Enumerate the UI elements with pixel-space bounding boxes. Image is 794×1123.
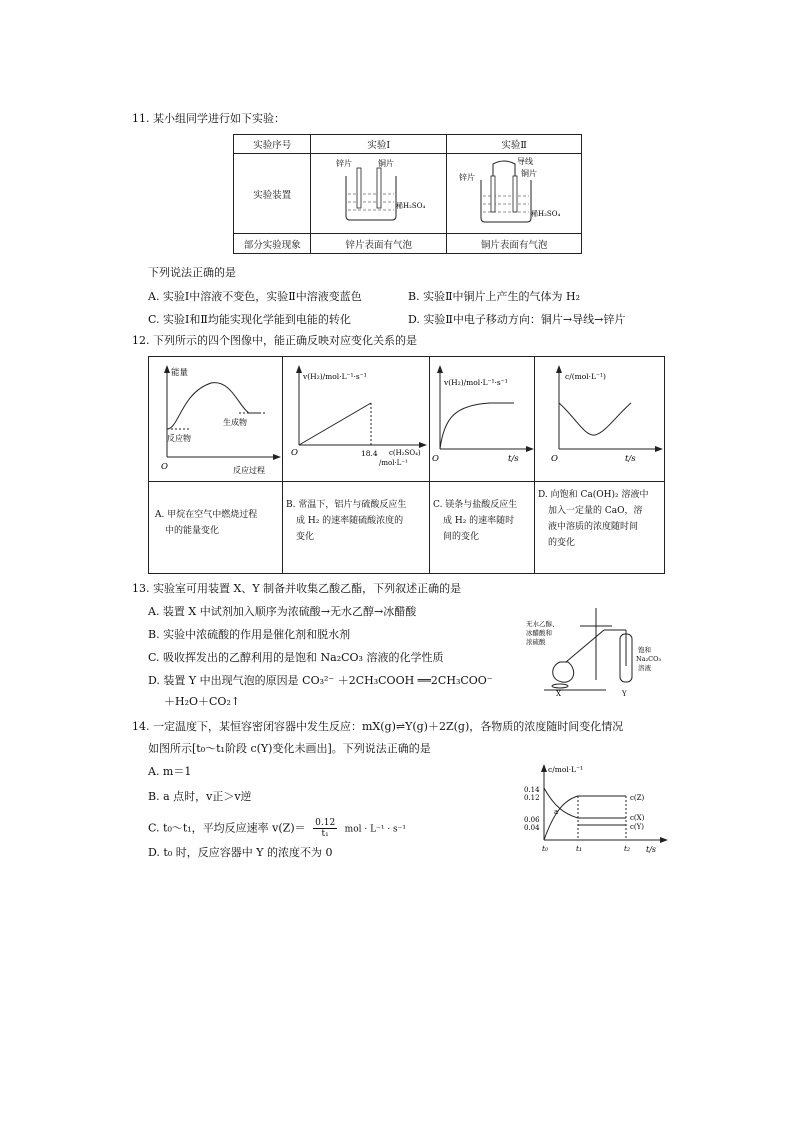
q11-stem: 11. 某小组同学进行如下实验：: [132, 112, 285, 125]
c-frac-num: 0.12: [315, 818, 336, 828]
y-label-1: 饱和: [638, 646, 651, 654]
tick-t1: t₁: [576, 844, 583, 853]
cu-label-1: 铜片: [377, 159, 394, 168]
g4-origin: O: [551, 454, 558, 464]
q11-apparatus-2: [447, 154, 582, 234]
g2-ylab: v(H₂)/mol·L⁻¹·s⁻¹: [303, 372, 367, 381]
beaker-1-drawing: [314, 156, 444, 228]
zn-label-2: 锌片: [459, 173, 476, 182]
g2-origin: O: [291, 448, 298, 458]
label-cx: c(X): [630, 814, 645, 822]
tick-006: 0.06: [524, 816, 540, 824]
tick-014: 0.14: [524, 786, 540, 794]
cu-label-2: 铜片: [521, 169, 538, 178]
tick-t2: t₂: [624, 844, 631, 853]
q11-p2: 铜片表面有气泡: [447, 234, 582, 254]
tick-t0: t₀: [542, 844, 549, 853]
q12-graph-3: [430, 357, 534, 481]
g1-origin: O: [161, 462, 168, 472]
g3-xlab: t/s: [508, 454, 519, 464]
q13-option-c: C. 吸收挥发出的乙醇利用的是饱和 Na₂CO₃ 溶液的化学性质: [148, 651, 444, 664]
g2-tick: 18.4: [361, 449, 378, 458]
q12-option-c: C. 镁条与盐酸反应生 成 H₂ 的速率随时 间的变化: [433, 500, 518, 542]
g1-product: 生成物: [223, 418, 247, 427]
x-label-2: 冰醋酸和: [526, 629, 552, 637]
x-label-3: 浓硫酸: [526, 638, 546, 646]
q12-graph-4: [535, 357, 663, 481]
q11-option-c: C. 实验Ⅰ和Ⅱ均能实现化学能到电能的转化: [148, 313, 351, 326]
q11-r1: 实验装置: [234, 154, 311, 234]
q11-apparatus-1: [311, 154, 447, 234]
q13-option-a: A. 装置 X 中试剂加入顺序为浓硫酸→无水乙醇→冰醋酸: [148, 605, 417, 618]
q12-option-d: D. 向饱和 Ca(OH)₂ 溶液中 加入一定量的 CaO，溶 液中溶质的浓度随时间 的变化: [538, 490, 649, 548]
q11-table: [233, 134, 582, 254]
g4-ylab: c/(mol·L⁻¹): [565, 372, 606, 381]
q14-graph: [514, 760, 672, 856]
label-cy: c(Y): [630, 823, 645, 831]
g3-ylab: v(H₂)/mol·L⁻¹·s⁻¹: [444, 378, 508, 387]
q14-stem-line1: 14. 一定温度下，某恒容密闭容器中发生反应：mX(g)⇌Y(g)＋2Z(g)，各物质的浓度随时间变化情况: [132, 720, 624, 733]
g3-origin: O: [432, 454, 439, 464]
q11-p1: 锌片表面有气泡: [311, 234, 447, 254]
q12-option-b: B. 常温下，铝片与硫酸反应生 成 H₂ 的速率随硫酸浓度的 变化: [286, 500, 407, 542]
zn-label-1: 锌片: [335, 159, 352, 168]
q12-stem: 12. 下列所示的四个图像中，能正确反映对应变化关系的是: [132, 334, 417, 347]
q11-option-a: A. 实验Ⅰ中溶液不变色，实验Ⅱ中溶液变蓝色: [148, 290, 362, 303]
q13-stem: 13. 实验室可用装置 X、Y 制备并收集乙酸乙酯，下列叙述正确的是: [132, 582, 462, 595]
c-unit: mol · L⁻¹ · s⁻¹: [344, 824, 406, 835]
acid-label-1: 稀H₂SO₄: [395, 202, 426, 210]
g1-ylab: 能量: [171, 368, 189, 378]
q14-option-d: D. t₀ 时，反应容器中 Y 的浓度不为 0: [148, 846, 333, 859]
beaker-2-drawing: [449, 156, 579, 228]
q11-h1: 实验序号: [234, 135, 311, 154]
q11-h3: 实验Ⅱ: [447, 135, 582, 154]
q14-option-a: A. m＝1: [148, 765, 192, 778]
q11-r2: 部分实验现象: [234, 234, 311, 254]
c-frac-den: t₁: [321, 829, 329, 839]
q11-prompt: 下列说法正确的是: [148, 266, 236, 279]
label-cz: c(Z): [630, 794, 645, 802]
g2-xlab1: c(H₂SO₄): [389, 449, 421, 457]
q13-option-b: B. 实验中浓硫酸的作用是催化剂和脱水剂: [148, 628, 351, 641]
tick-012: 0.12: [524, 794, 540, 802]
tick-004: 0.04: [524, 824, 540, 832]
q13-apparatus: [520, 604, 670, 696]
q13-option-d-line1: D. 装置 Y 中出现气泡的原因是 CO₃²⁻ ＋2CH₃COOH ══2CH₃COO⁻: [148, 674, 493, 687]
q14-option-c: C. t₀～t₁，平均反应速率 v(Z)＝ $\frac{0.12}{\text{t₁}}$ mol · L⁻¹ · s⁻¹: [148, 818, 406, 839]
q11-h2: 实验Ⅰ: [311, 135, 447, 154]
q11-option-d: D. 实验Ⅱ中电子移动方向：铜片→导线→锌片: [408, 313, 626, 326]
y-label-3: 溶液: [638, 664, 651, 672]
g1-reactant: 反应物: [167, 434, 191, 443]
x-label-1: 无水乙醇、: [526, 620, 559, 628]
q12-option-a: A. 甲烷在空气中燃烧过程 中的能量变化: [155, 510, 258, 536]
x-mark: X: [556, 690, 561, 696]
q13-option-d-line2: ＋H₂O＋CO₂↑: [164, 695, 241, 708]
wire-label: 导线: [517, 157, 534, 166]
acid-label-2: 稀H₂SO₄: [531, 210, 561, 218]
q14-xlab: t/s: [646, 845, 657, 854]
q14-stem-line2: 如图所示[t₀～t₁阶段 c(Y)变化未画出]。下列说法正确的是: [148, 742, 431, 755]
q12-figure-box: [148, 356, 665, 574]
q11-option-b: B. 实验Ⅱ中铜片上产生的气体为 H₂: [408, 290, 581, 303]
point-a: a: [554, 808, 559, 816]
g2-xlab2: /mol·L⁻¹: [379, 459, 408, 467]
q12-graph-1: [149, 357, 282, 481]
q14-option-b: B. a 点时，v正＞v逆: [148, 790, 252, 803]
y-mark: Y: [622, 690, 627, 696]
g4-xlab: t/s: [625, 454, 636, 464]
g1-xlab: 反应过程: [233, 466, 265, 475]
q12-graph-2: [283, 357, 429, 481]
q14-ylab: c/mol·L⁻¹: [548, 765, 584, 774]
y-label-2: Na₂CO₃: [636, 655, 662, 663]
